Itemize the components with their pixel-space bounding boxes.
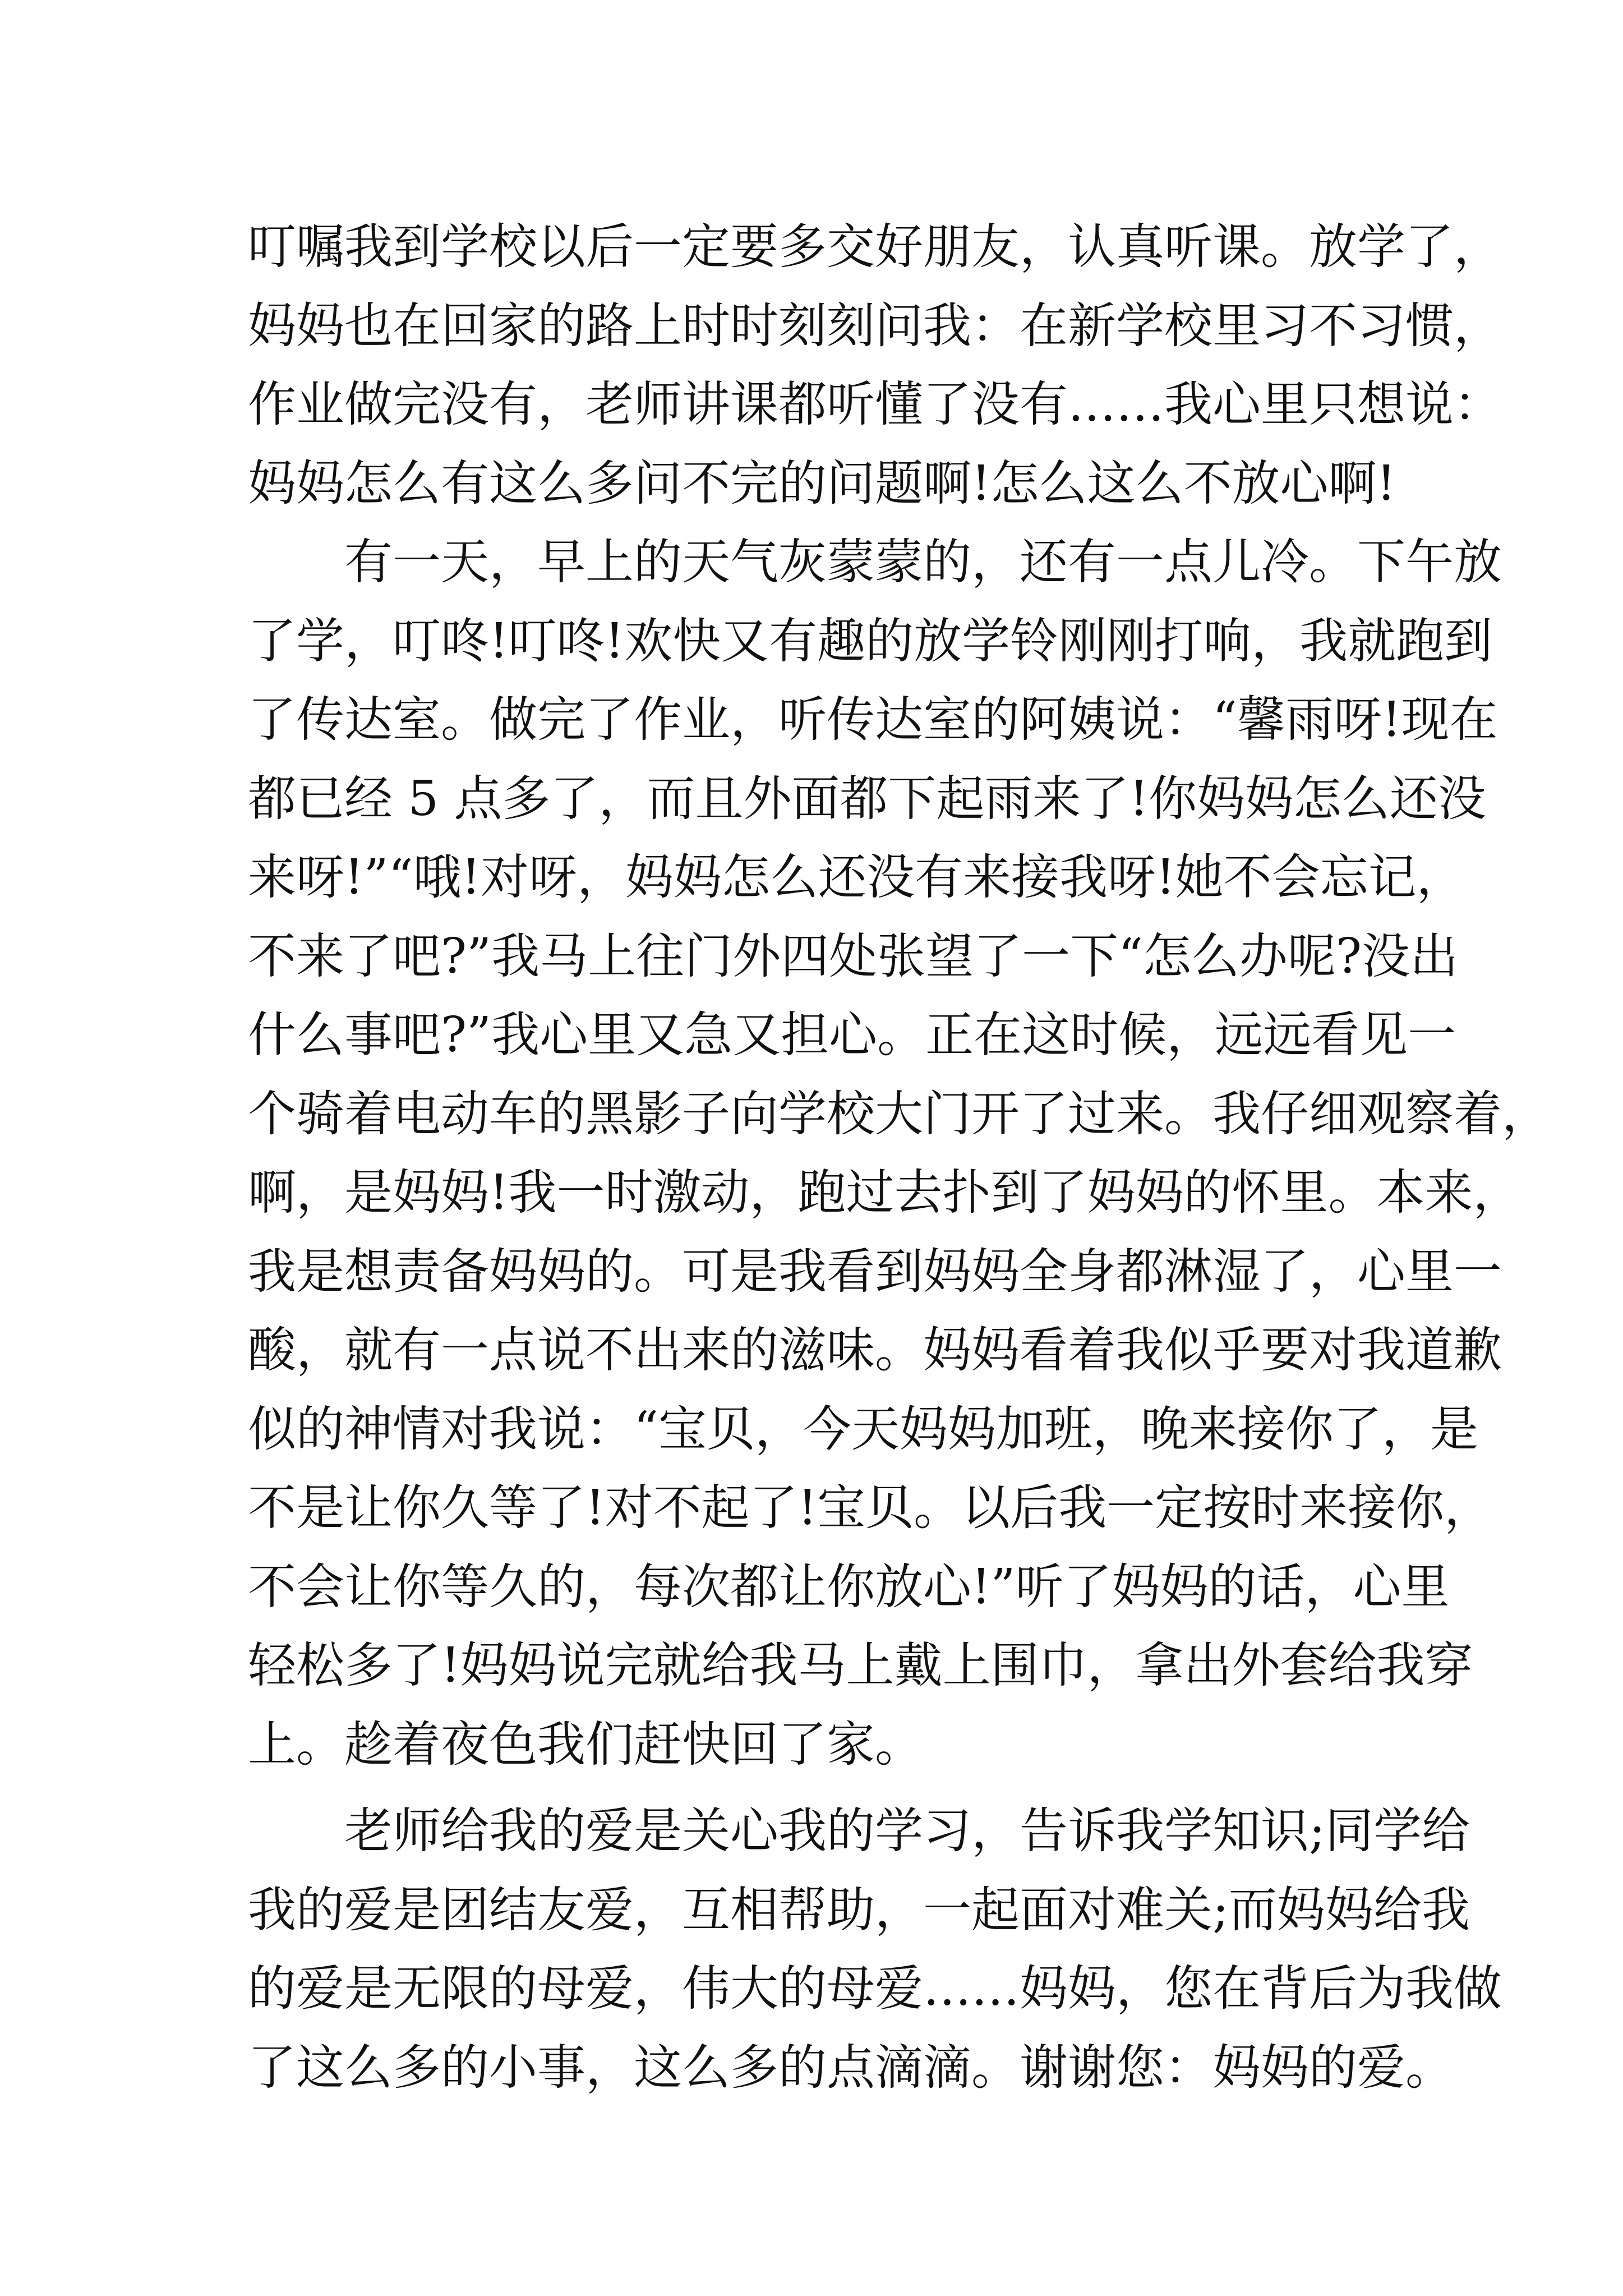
paragraph-spacer [248,1784,1392,1792]
text-line: 老师给我的爱是关心我的学习，告诉我学知识;同学给 [344,1803,1470,1859]
text-line: 不会让你等久的，每次都让你放心!”听了妈妈的话，心里 [248,1558,1450,1615]
text-line: 有一天，早上的天气灰蒙蒙的，还有一点儿冷。下午放 [344,534,1502,590]
body-text [248,208,1550,2107]
text-line: 了传达室。做完了作业，听传达室的阿姨说：“馨雨呀!现在 [248,692,1498,748]
text-line: 都已经 5 点多了，而且外面都下起雨来了!你妈妈怎么还没 [248,770,1486,827]
text-line: 酸，就有一点说不出来的滋味。妈妈看着我似乎要对我道歉 [248,1322,1502,1378]
text-line: 上。趁着夜色我们赶快回了家。 [248,1716,923,1773]
text-line: 的爱是无限的母爱，伟大的母爱……妈妈，您在背后为我做 [248,1961,1502,2017]
paragraph-2 [248,523,1550,1784]
text-line: 了这么多的小事，这么多的点滴滴。谢谢您：妈妈的爱。 [248,2039,1454,2096]
text-line: 个骑着电动车的黑影子向学校大门开了过来。我仔细观察着， [248,1085,1550,1142]
paragraph-3 [248,1792,1502,2107]
text-line: 似的神情对我说：“宝贝，今天妈妈加班，晚来接你了，是 [248,1401,1478,1457]
text-line: 啊，是妈妈!我一时激动，跑过去扑到了妈妈的怀里。本来， [248,1165,1521,1221]
text-line: 什么事吧?”我心里又急又担心。正在这时候，远远看见一 [248,1007,1456,1063]
text-line: 来呀!”“哦!对呀，妈妈怎么还没有来接我呀!她不会忘记， [248,849,1465,905]
text-line: 叮嘱我到学校以后一定要多交好朋友，认真听课。放学了， [248,219,1502,275]
paragraph-1 [248,208,1502,523]
text-line: 不是让你久等了!对不起了!宝贝。以后我一定按时来接你， [248,1480,1493,1536]
text-line: 了学，叮咚!叮咚!欢快又有趣的放学铃刚刚打响，我就跑到 [248,613,1493,669]
text-line: 妈妈也在回家的路上时时刻刻问我：在新学校里习不习惯， [248,297,1502,354]
text-line: 妈妈怎么有这么多问不完的问题啊!怎么这么不放心啊! [248,455,1396,512]
text-line: 不来了吧?”我马上往门外四处张望了一下“怎么办呢?没出 [248,928,1459,984]
text-line: 作业做完没有，老师讲课都听懂了没有……我心里只想说： [248,376,1502,432]
text-line: 我是想责备妈妈的。可是我看到妈妈全身都淋湿了，心里一 [248,1243,1502,1300]
text-line: 轻松多了!妈妈说完就给我马上戴上围巾，拿出外套给我穿 [248,1637,1473,1694]
text-line: 我的爱是团结友爱，互相帮助，一起面对难关;而妈妈给我 [248,1881,1470,1938]
